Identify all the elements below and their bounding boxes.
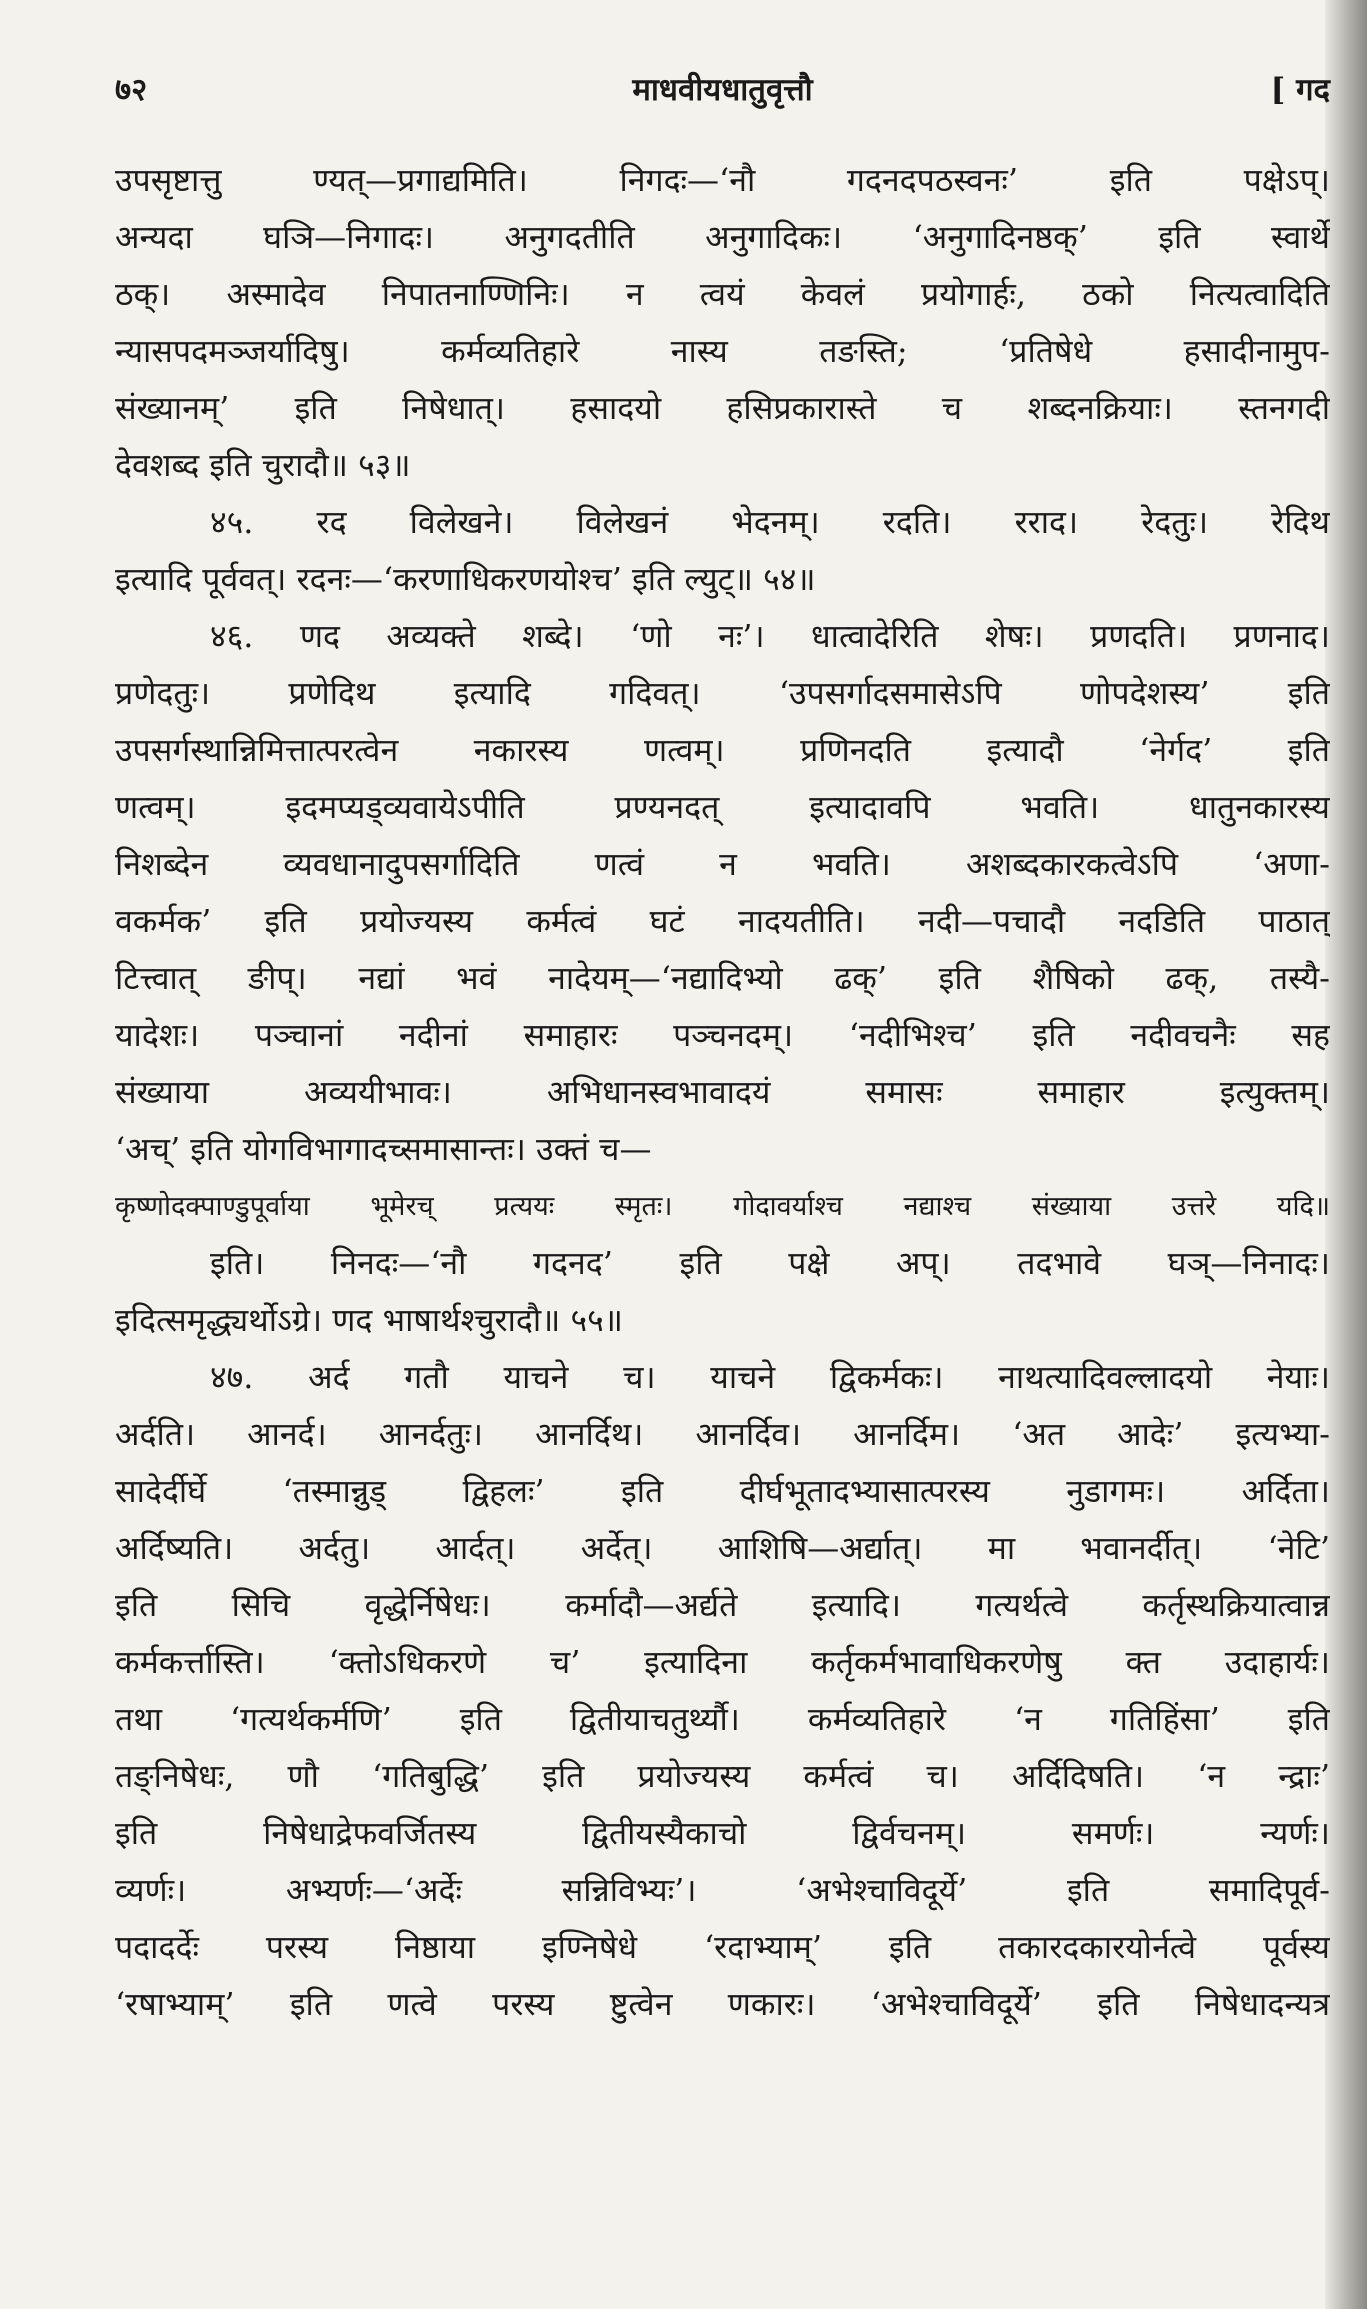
text-line: ठक्। अस्मादेव निपातनाण्णिनिः। न त्वयं केवलं प्रयोगार्हः, ठको नित्यत्वादिति <box>115 275 1330 313</box>
text-line: संख्याया अव्ययीभावः। अभिधानस्वभावादयं समासः समाहार इत्युक्तम्। <box>115 1073 1330 1111</box>
text-line: कर्मकर्त्तास्ति। ‘क्तोऽधिकरणे च’ इत्यादिना कर्तृकर्मभावाधिकरणेषु क्त उदाहार्यः। <box>115 1643 1330 1681</box>
text-line: निशब्देन व्यवधानादुपसर्गादिति णत्वं न भवति। अशब्दकारकत्वेऽपि ‘अणा- <box>115 845 1330 883</box>
book-binding-edge <box>1325 0 1367 2309</box>
text-line: ‘अच्’ इति योगविभागादच्समासान्तः। उक्तं च— <box>115 1130 652 1168</box>
text-line: सादेर्दीर्घे ‘तस्मान्नुड् द्विहलः’ इति दीर्घभूतादभ्यासात्परस्य नुडागमः। अर्दिता। <box>115 1472 1330 1510</box>
text-line: न्यासपदमञ्जर्यादिषु। कर्मव्यतिहारे नास्य तङस्ति; ‘प्रतिषेधे हसादीनामुप- <box>115 332 1330 370</box>
text-line: तङ्निषेधः, णौ ‘गतिबुद्धि’ इति प्रयोज्यस्य कर्मत्वं च। अर्दिदिषति। ‘न न्द्राः’ <box>115 1757 1330 1795</box>
running-title: माधवीयधातुवृत्तौ <box>632 72 813 108</box>
text-line: संख्यानम्’ इति निषेधात्। हसादयो हसिप्रकारास्ते च शब्दनक्रियाः। स्तनगदी <box>115 389 1330 427</box>
text-line: वकर्मक’ इति प्रयोज्यस्य कर्मत्वं घटं नादयतीति। नदी—पचादौ नदडिति पाठात् <box>115 902 1330 940</box>
verse-line: कृष्णोदक्पाण्डुपूर्वाया भूमेरच् प्रत्ययः स्मृतः। गोदावर्याश्च नद्याश्च संख्याया उत्तरे यदि॥ <box>115 1191 1330 1222</box>
entry-heading-line: ४६. णद अव्यक्ते शब्दे। ‘णो नः’। धात्वादेरिति शेषः। प्रणदति। प्रणनाद। <box>210 617 1330 655</box>
page-number: ७२ <box>115 72 148 108</box>
entry-heading-line: ४५. रद विलेखने। विलेखनं भेदनम्। रदति। रराद। रेदतुः। रेदिथ <box>210 503 1330 541</box>
book-page <box>115 60 1330 2260</box>
running-header <box>115 60 1330 130</box>
text-line: अर्दति। आनर्द। आनर्दतुः। आनर्दिथ। आनर्दिव। आनर्दिम। ‘अत आदेः’ इत्यभ्या- <box>115 1415 1330 1453</box>
text-line: पदादर्देः परस्य निष्ठाया इण्निषेधे ‘रदाभ्याम्’ इति तकारदकारयोर्नत्वे पूर्वस्य <box>115 1928 1330 1966</box>
text-line: उपसृष्टात्तु ण्यत्—प्रगाद्यमिति। निगदः—‘नौ गदनदपठस्वनः’ इति पक्षेऽप्। <box>115 161 1330 199</box>
text-line: इति। निनदः—‘नौ गदनद’ इति पक्षे अप्। तदभावे घञ्—निनादः। <box>210 1244 1330 1282</box>
text-line: उपसर्गस्थान्निमित्तात्परत्वेन नकारस्य णत्वम्। प्रणिनदति इत्यादौ ‘नेर्गद’ इति <box>115 731 1330 769</box>
text-line: णत्वम्। इदमप्यड्व्यवायेऽपीति प्रण्यनदत् इत्यादावपि भवति। धातुनकारस्य <box>115 788 1330 826</box>
text-line: इदित्समृद्ध्यर्थोऽग्रे। णद भाषार्थश्चुरादौ॥ ५५॥ <box>115 1301 623 1339</box>
entry-heading-line: ४७. अर्द गतौ याचने च। याचने द्विकर्मकः। नाथत्यादिवल्लादयो नेयाः। <box>210 1358 1330 1396</box>
text-line: तथा ‘गत्यर्थकर्मणि’ इति द्वितीयाचतुर्थ्यौ। कर्मव्यतिहारे ‘न गतिहिंसा’ इति <box>115 1700 1330 1738</box>
text-line: अर्दिष्यति। अर्दतु। आर्दत्। अर्देत्। आशिषि—अर्द्यात्। मा भवानर्दीत्। ‘नेटि’ <box>115 1529 1330 1567</box>
text-line: ‘रषाभ्याम्’ इति णत्वे परस्य ष्टुत्वेन णकारः। ‘अभेश्चाविदूर्ये’ इति निषेधादन्यत्र <box>115 1985 1330 2023</box>
text-line: इत्यादि पूर्ववत्। रदनः—‘करणाधिकरणयोश्च’ इति ल्युट्॥ ५४॥ <box>115 560 816 598</box>
text-line: प्रणेदतुः। प्रणेदिथ इत्यादि गदिवत्। ‘उपसर्गादसमासेऽपि णोपदेशस्य’ इति <box>115 674 1330 712</box>
text-line: यादेशः। पञ्चानां नदीनां समाहारः पञ्चनदम्। ‘नदीभिश्च’ इति नदीवचनैः सह <box>115 1016 1330 1054</box>
page-body <box>115 152 1330 2033</box>
text-line: अन्यदा घञि—निगादः। अनुगदतीति अनुगादिकः। ‘अनुगादिनष्ठक्’ इति स्वार्थे <box>115 218 1330 256</box>
text-line: टित्त्वात् ङीप्। नद्यां भवं नादेयम्—‘नद्यादिभ्यो ढक्’ इति शैषिको ढक्, तस्यै- <box>115 959 1330 997</box>
text-line: इति निषेधाद्रेफवर्जितस्य द्वितीयस्यैकाचो द्विर्वचनम्। समर्णः। न्यर्णः। <box>115 1814 1330 1852</box>
text-line: देवशब्द इति चुरादौ॥ ५३॥ <box>115 446 411 484</box>
text-line: इति सिचि वृद्धेर्निषेधः। कर्मादौ—अर्द्यते इत्यादि। गत्यर्थत्वे कर्तृस्थक्रियात्वान्न <box>115 1586 1330 1624</box>
text-line: व्यर्णः। अभ्यर्णः—‘अर्देः सन्निविभ्यः’। ‘अभेश्चाविदूर्ये’ इति समादिपूर्व- <box>115 1871 1330 1909</box>
section-tag: [ गद <box>1270 72 1330 108</box>
